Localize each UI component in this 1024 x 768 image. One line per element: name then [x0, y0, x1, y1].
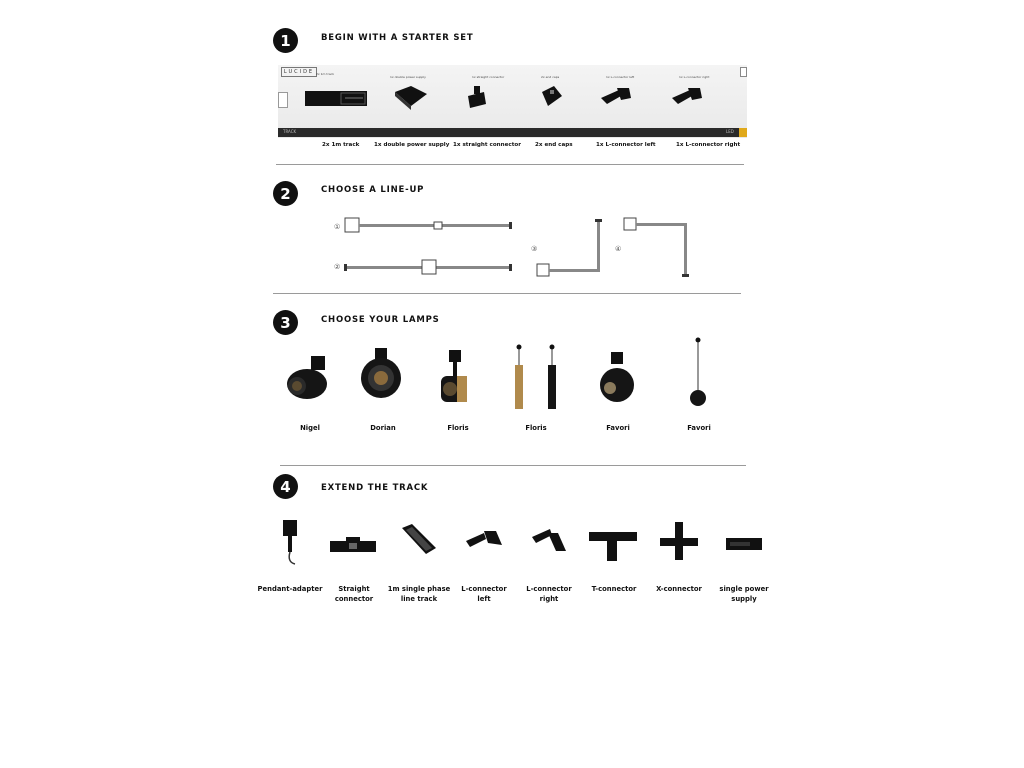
pendant-tube-icon — [510, 343, 560, 413]
straight-connector-icon — [466, 84, 488, 112]
starter-item-caption: 1x straight connector — [453, 142, 522, 148]
straight-connector-icon — [330, 536, 378, 558]
lineup-marker-4: ④ — [615, 245, 622, 253]
banner-item-label: 1x L-connector left — [606, 75, 635, 79]
step-1-number: 1 — [273, 28, 298, 53]
l-connector-right-icon — [670, 84, 704, 110]
section-divider — [276, 164, 744, 165]
starter-item-caption: 1x L-connector right — [676, 142, 741, 148]
x-connector-icon — [660, 522, 700, 562]
lamp-name: Dorian — [370, 424, 396, 432]
extend-item-caption: T-connector — [591, 585, 637, 593]
lamp-name: Favori — [606, 424, 630, 432]
t-connector-icon — [589, 528, 639, 564]
banner-item-label: 1x L-connector right — [679, 75, 710, 79]
brass-spot-icon — [437, 348, 475, 406]
power-supply-icon — [726, 536, 766, 554]
step-4-title: EXTEND THE TRACK — [321, 483, 429, 493]
step-4-number: 4 — [273, 474, 298, 499]
lineup-marker-3: ③ — [531, 245, 538, 253]
banner-item-label: 1x straight connector — [472, 75, 505, 79]
lamp-name: Nigel — [300, 424, 320, 432]
step-1-title: BEGIN WITH A STARTER SET — [321, 33, 474, 43]
brand-logo: LUCIDE — [281, 67, 317, 77]
scrollbar[interactable] — [740, 67, 747, 77]
power-supply-icon — [393, 84, 429, 110]
lineup-4-diagram — [622, 216, 692, 278]
scroll-left-button[interactable] — [278, 92, 288, 108]
step-2-title: CHOOSE A LINE-UP — [321, 185, 425, 195]
banner-accent — [739, 128, 747, 137]
extend-item-caption: 1m single phase line track — [387, 585, 451, 603]
l-connector-left-icon — [462, 525, 506, 557]
step-3-title: CHOOSE YOUR LAMPS — [321, 315, 440, 325]
lineup-marker-2: ② — [334, 263, 341, 271]
lamp-name: Floris — [447, 424, 469, 432]
banner-bar-label: TRACK — [283, 129, 297, 134]
banner-item-label: 1x double power supply — [390, 75, 426, 79]
banner-footer-bar — [278, 128, 747, 137]
lamp-name: Favori — [687, 424, 711, 432]
banner-bar-right: LED — [726, 129, 734, 134]
banner-item-label: 2x end caps — [541, 75, 560, 79]
starter-item-caption: 1x double power supply — [374, 142, 450, 148]
l-connector-right-icon — [528, 525, 572, 557]
globe-spot-icon — [597, 350, 639, 404]
starter-item-caption: 2x end caps — [535, 142, 573, 148]
starter-item-caption: 2x 1m track — [322, 142, 360, 148]
extend-item-caption: single power supply — [719, 585, 769, 603]
extend-item-caption: L-connector right — [526, 585, 572, 603]
step-2-number: 2 — [273, 181, 298, 206]
track-rail-icon — [305, 88, 369, 110]
lineup-3-diagram — [536, 219, 606, 279]
spot-lamp-icon — [285, 354, 333, 402]
starter-item-caption: 1x L-connector left — [596, 142, 656, 148]
extend-item-caption: Pendant-adapter — [257, 585, 323, 593]
banner-item-label: 2x 1m track — [316, 72, 335, 76]
lamp-name: Floris — [525, 424, 547, 432]
step-3-number: 3 — [273, 310, 298, 335]
extend-item-caption: L-connector left — [461, 585, 507, 603]
track-rail-icon — [400, 522, 438, 558]
end-cap-icon — [538, 84, 564, 110]
ring-spot-icon — [360, 346, 404, 400]
lineup-2-diagram — [344, 258, 516, 278]
section-divider — [280, 465, 746, 466]
extend-item-caption: Straight connector — [334, 585, 374, 603]
extend-item-caption: X-connector — [656, 585, 702, 593]
pendant-adapter-icon — [277, 518, 303, 566]
section-divider — [273, 293, 741, 294]
lineup-marker-1: ① — [334, 223, 341, 231]
lineup-1-diagram — [344, 216, 516, 236]
pendant-globe-icon — [686, 336, 710, 408]
l-connector-left-icon — [599, 84, 633, 110]
